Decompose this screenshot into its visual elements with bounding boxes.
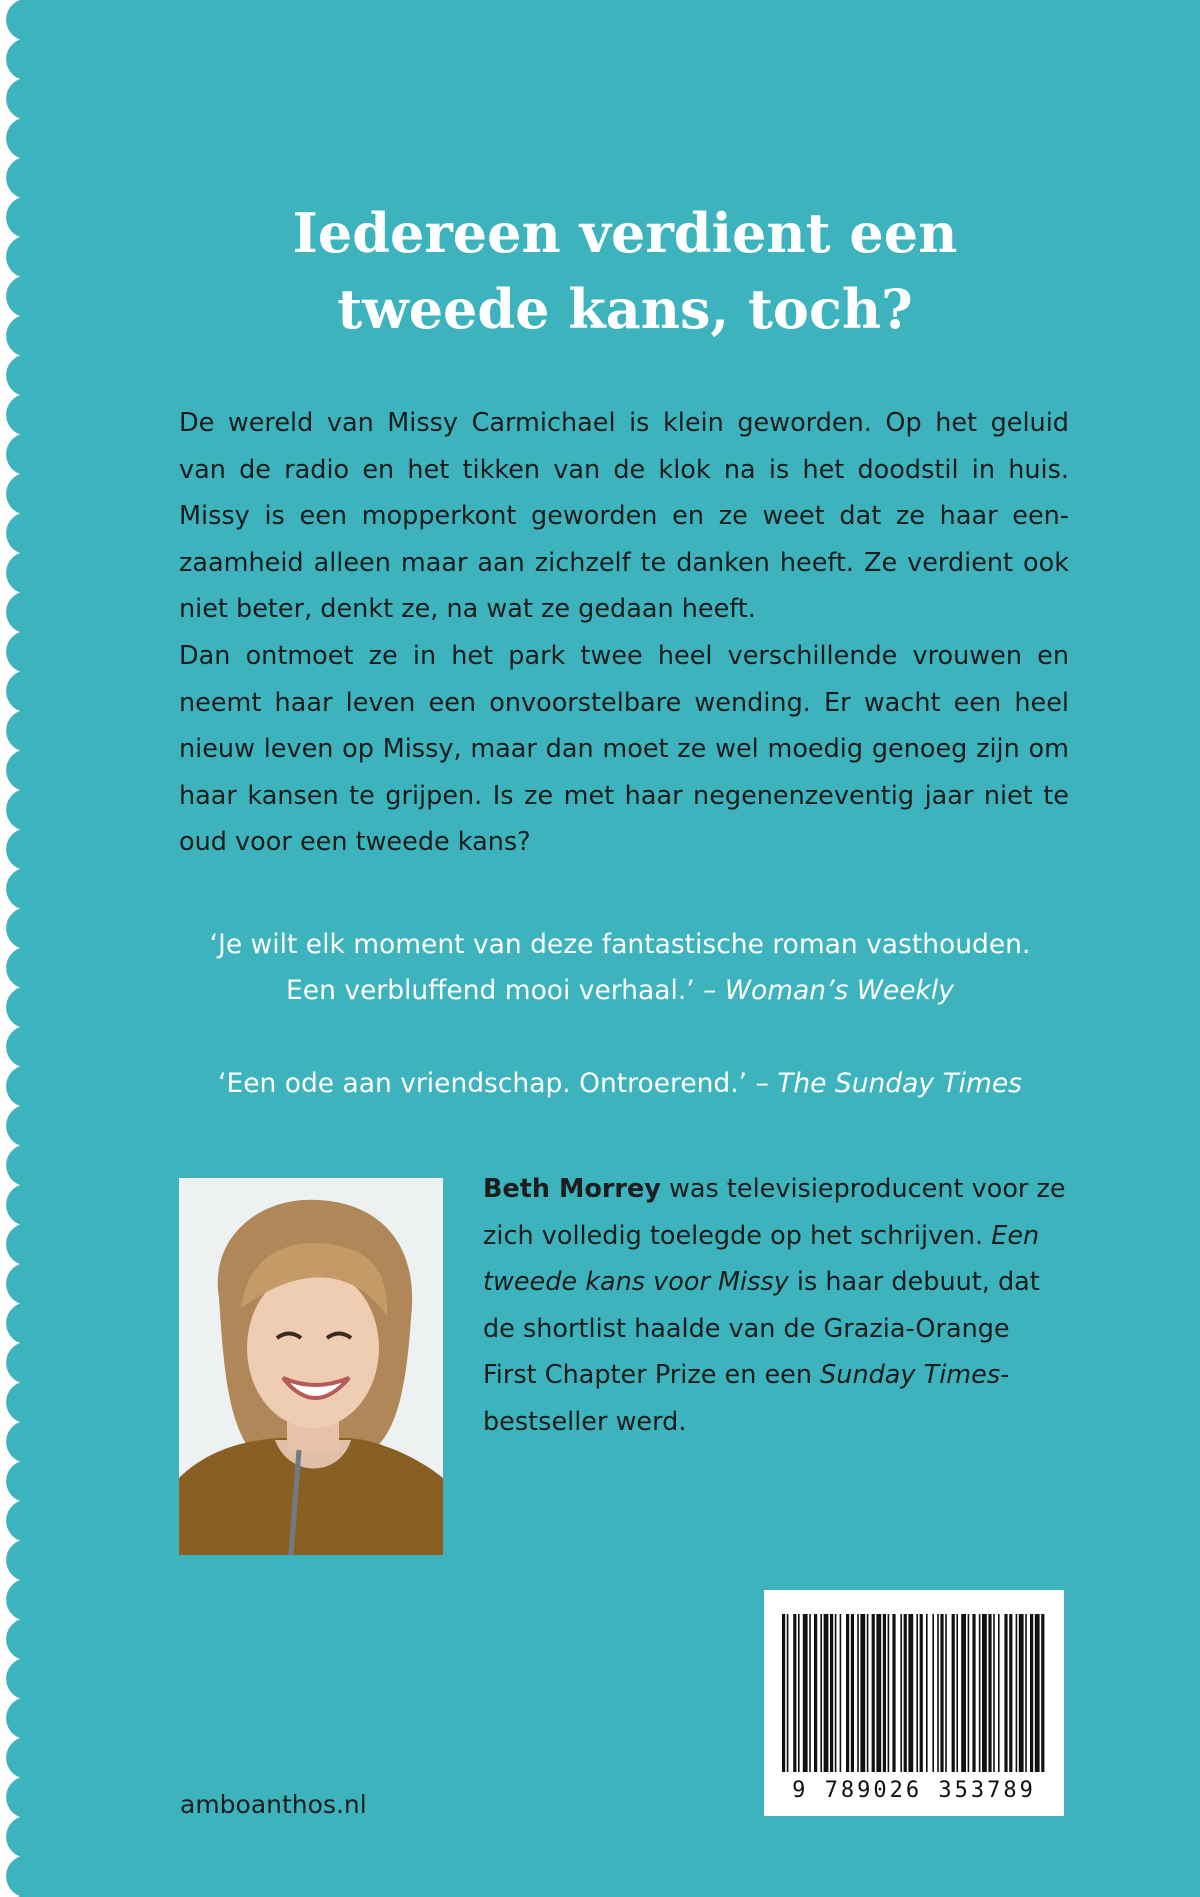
bio-part-1: was televisieproducent voor ze zich volledig toelegde op het schrijven. <box>483 1174 1066 1251</box>
publisher-website: amboanthos.nl <box>180 1790 367 1819</box>
author-bio <box>483 1166 1067 1445</box>
review-quote-2 <box>120 1061 1120 1107</box>
barcode-bar <box>945 1614 947 1772</box>
barcode-bar <box>937 1614 939 1772</box>
barcode-bar <box>892 1614 895 1772</box>
barcode-bar <box>904 1614 907 1772</box>
barcode-bar <box>920 1614 923 1772</box>
barcode-bar <box>926 1614 928 1772</box>
barcode-bar <box>860 1614 865 1772</box>
barcode-bar <box>798 1614 800 1772</box>
quote-2-source: The Sunday Times <box>777 1068 1022 1099</box>
isbn-barcode <box>764 1590 1064 1816</box>
barcode-bar <box>809 1614 811 1772</box>
book-title: Een tweede kans voor Missy <box>483 1220 1040 1297</box>
quote-1-line-2: Een verbluffend mooi verhaal.’ – <box>286 975 725 1006</box>
barcode-bar <box>1035 1614 1040 1772</box>
barcode-bar <box>998 1614 1000 1772</box>
barcode-bar <box>830 1614 833 1772</box>
barcode-bar <box>824 1614 829 1772</box>
barcode-bar <box>1025 1614 1027 1772</box>
barcode-bar <box>988 1614 991 1772</box>
headline-line-1: Iedereen verdient een <box>292 201 958 265</box>
barcode-bar <box>1019 1614 1024 1772</box>
barcode-bar <box>952 1614 955 1772</box>
barcode-bar <box>979 1614 981 1772</box>
blurb-paragraph-1: De wereld van Missy Carmichael is klein geworden. Op het geluid van de radio en het tikken van de klok na is het doodstil in huis. Missy is een mopperkont geworden en ze weet dat ze haar een-zaamheid alleen maar aan zichzelf te danken heeft. Ze verdient ook niet beter, denkt ze, na wat ze gedaan heeft. <box>179 408 1069 625</box>
barcode-bar <box>961 1614 966 1772</box>
barcode-bar <box>872 1614 875 1772</box>
barcode-bars <box>778 1614 1050 1772</box>
barcode-bar <box>782 1614 785 1772</box>
barcode-bar <box>803 1614 808 1772</box>
barcode-bar <box>908 1614 913 1772</box>
barcode-bar <box>968 1614 970 1772</box>
barcode-bar <box>876 1614 881 1772</box>
barcode-bar <box>846 1614 849 1772</box>
barcode-bar <box>820 1614 822 1772</box>
barcode-bar <box>1030 1614 1033 1772</box>
book-blurb <box>179 400 1069 866</box>
quote-2-text: ‘Een ode aan vriendschap. Ontroerend.’ – <box>218 1068 778 1099</box>
barcode-bar <box>900 1614 902 1772</box>
barcode-bar <box>793 1614 796 1772</box>
bio-part-3: -bestseller werd. <box>483 1360 1010 1437</box>
barcode-bar <box>867 1614 869 1772</box>
isbn-number: 9 789026 353789 <box>792 1778 1036 1803</box>
author-photo <box>179 1178 443 1555</box>
barcode-bar <box>888 1614 890 1772</box>
barcode-bar <box>883 1614 886 1772</box>
barcode-bar <box>835 1614 837 1772</box>
author-name: Beth Morrey <box>483 1174 661 1204</box>
barcode-bar <box>840 1614 842 1772</box>
barcode-bar <box>956 1614 958 1772</box>
author-portrait-illustration <box>179 1178 443 1555</box>
scalloped-edge <box>0 0 60 1897</box>
barcode-bar <box>940 1614 943 1772</box>
barcode-bar <box>972 1614 975 1772</box>
cover-headline <box>180 195 1070 347</box>
blurb-paragraph-2: Dan ontmoet ze in het park twee heel verschillende vrouwen en neemt haar leven een onvoorstelbare wending. Er wacht een heel nieuw leven op Missy, maar dan moet ze wel moedig genoeg zijn om haar kansen te grijpen. Is ze met haar negenenzeventig jaar niet te oud voor een tweede kans? <box>179 640 1069 858</box>
newspaper-title: Sunday Times <box>820 1360 1001 1390</box>
quote-1-source: Woman’s Weekly <box>724 975 954 1006</box>
barcode-bar <box>932 1614 934 1772</box>
barcode-bar <box>1004 1614 1007 1772</box>
barcode-bar <box>916 1614 918 1772</box>
quote-1-line-1: ‘Je wilt elk moment van deze fantastische roman vasthouden. <box>209 929 1031 960</box>
review-quote-1 <box>120 922 1120 1014</box>
barcode-bar <box>1009 1614 1012 1772</box>
barcode-bar <box>993 1614 995 1772</box>
barcode-bar <box>851 1614 854 1772</box>
barcode-bar <box>787 1614 789 1772</box>
barcode-bar <box>1041 1614 1044 1772</box>
bio-part-2: is haar debuut, dat de shortlist haalde van de Grazia-Orange First Chapter Prize en een <box>483 1267 1040 1390</box>
barcode-bar <box>1016 1614 1018 1772</box>
barcode-bar <box>857 1614 859 1772</box>
barcode-bar <box>982 1614 987 1772</box>
barcode-bar <box>814 1614 817 1772</box>
headline-line-2: tweede kans, toch? <box>337 277 913 341</box>
